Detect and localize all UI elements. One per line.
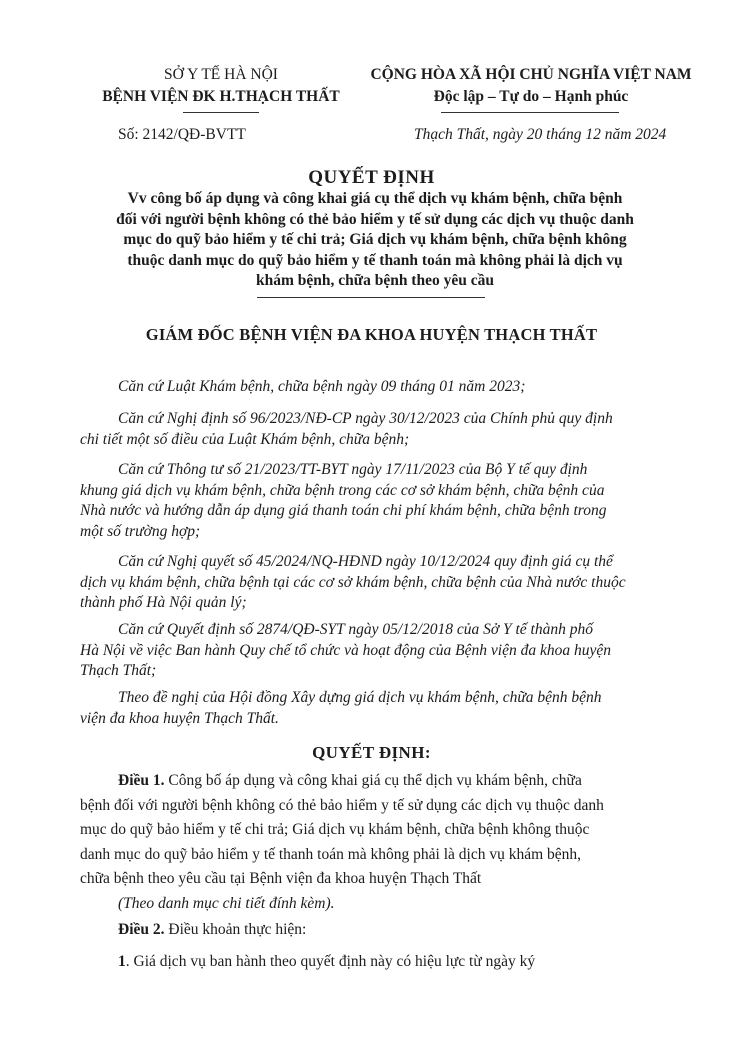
basis-line: Căn cứ Thông tư số 21/2023/TT-BYT ngày 17/11/2023 của Bộ Y tế quy định — [118, 461, 588, 478]
article-line — [80, 769, 700, 794]
article-line — [80, 950, 700, 975]
national-motto — [360, 64, 702, 108]
hospital-name: BỆNH VIỆN ĐK H.THẠCH THẤT — [102, 88, 340, 105]
document-subject — [70, 189, 680, 292]
legal-basis-3 — [80, 460, 690, 542]
agency-underline — [183, 112, 259, 113]
issuing-agency — [76, 64, 366, 108]
article-1 — [80, 769, 700, 916]
document-number: Số: 2142/QĐ-BVTT — [118, 126, 246, 143]
basis-line: Hà Nội về việc Ban hành Quy chế tổ chức và hoạt động của Bệnh viện đa khoa huyện — [80, 641, 611, 659]
article-2-clause-1 — [80, 950, 700, 975]
subject-divider — [257, 297, 485, 298]
basis-line: Căn cứ Nghị định số 96/2023/NĐ-CP ngày 30/12/2023 của Chính phủ quy định — [118, 410, 613, 427]
article-2-label: Điều 2. — [118, 921, 165, 938]
document-title: QUYẾT ĐỊNH — [308, 167, 435, 188]
subject-line: đối với người bệnh không có thẻ bảo hiểm y tế sử dụng các dịch vụ thuộc danh — [116, 210, 634, 228]
basis-line: một số trường hợp; — [80, 522, 201, 540]
basis-line: chi tiết một số điều của Luật Khám bệnh, chữa bệnh; — [80, 430, 410, 448]
basis-line: thành phố Hà Nội quản lý; — [80, 594, 247, 611]
clause-text: . Giá dịch vụ ban hành theo quyết định này có hiệu lực từ ngày ký — [125, 953, 536, 970]
legal-basis-4 — [80, 552, 690, 614]
subject-line: khám bệnh, chữa bệnh theo yêu cầu — [256, 272, 494, 289]
article-line: danh mục do quỹ bảo hiểm y tế thanh toán mà không phải là dịch vụ khám bệnh, — [80, 845, 582, 863]
article-line: chữa bệnh theo yêu cầu tại Bệnh viện đa khoa huyện Thạch Thất — [80, 870, 482, 887]
article-line — [80, 918, 700, 943]
basis-line: Nhà nước và hướng dẫn áp dụng giá thanh toán chi phí khám bệnh, chữa bệnh trong — [80, 502, 607, 519]
department-name: SỞ Y TẾ HÀ NỘI — [164, 66, 278, 83]
motto: Độc lập – Tự do – Hạnh phúc — [433, 88, 629, 105]
subject-line: mục do quỹ bảo hiểm y tế chi trả; Giá dịch vụ khám bệnh, chữa bệnh không — [123, 231, 627, 248]
article-1-label: Điều 1. — [118, 772, 165, 789]
legal-basis-2 — [80, 409, 690, 450]
clause-number: 1 — [118, 953, 126, 970]
legal-basis-1 — [80, 377, 690, 398]
subject-line: Vv công bố áp dụng và công khai giá cụ thể dịch vụ khám bệnh, chữa bệnh — [127, 190, 623, 207]
basis-line: Căn cứ Luật Khám bệnh, chữa bệnh ngày 09 tháng 01 năm 2023; — [118, 378, 526, 395]
country-name: CỘNG HÒA XÃ HỘI CHỦ NGHĨA VIỆT NAM — [370, 66, 692, 83]
basis-line: Theo đề nghị của Hội đồng Xây dựng giá dịch vụ khám bệnh, chữa bệnh bệnh — [118, 689, 602, 706]
legal-basis-5 — [80, 620, 690, 682]
article-line: bệnh đối với người bệnh không có thẻ bảo hiểm y tế sử dụng các dịch vụ thuộc danh — [80, 796, 604, 814]
decision-heading: QUYẾT ĐỊNH: — [312, 743, 431, 762]
article-2-text: Điều khoản thực hiện: — [164, 921, 307, 938]
article-line: mục do quỹ bảo hiểm y tế chi trả; Giá dịch vụ khám bệnh, chữa bệnh không thuộc — [80, 821, 590, 838]
basis-line: dịch vụ khám bệnh, chữa bệnh tại các cơ sở khám bệnh, chữa bệnh của Nhà nước thuộc — [80, 573, 626, 591]
basis-line: Căn cứ Quyết định số 2874/QĐ-SYT ngày 05/12/2018 của Sở Y tế thành phố — [118, 621, 593, 638]
basis-line: khung giá dịch vụ khám bệnh, chữa bệnh trong các cơ sở khám bệnh, chữa bệnh của — [80, 481, 605, 499]
motto-underline — [441, 112, 619, 113]
legal-basis-6 — [80, 688, 690, 729]
article-2 — [80, 918, 700, 943]
basis-line: viện đa khoa huyện Thạch Thất. — [80, 709, 279, 727]
article-1-note: (Theo danh mục chi tiết đính kèm). — [118, 894, 335, 912]
basis-line: Thạch Thất; — [80, 662, 157, 679]
subject-line: thuộc danh mục do quỹ bảo hiểm y tế thanh toán mà không phải là dịch vụ — [127, 251, 623, 269]
basis-line: Căn cứ Nghị quyết số 45/2024/NQ-HĐND ngày 10/12/2024 quy định giá cụ thể — [118, 553, 613, 570]
place-date: Thạch Thất, ngày 20 tháng 12 năm 2024 — [414, 126, 667, 143]
article-1-text: Công bố áp dụng và công khai giá cụ thể dịch vụ khám bệnh, chữa — [164, 772, 582, 789]
authority-heading: GIÁM ĐỐC BỆNH VIỆN ĐA KHOA HUYỆN THẠCH THẤT — [145, 325, 598, 344]
